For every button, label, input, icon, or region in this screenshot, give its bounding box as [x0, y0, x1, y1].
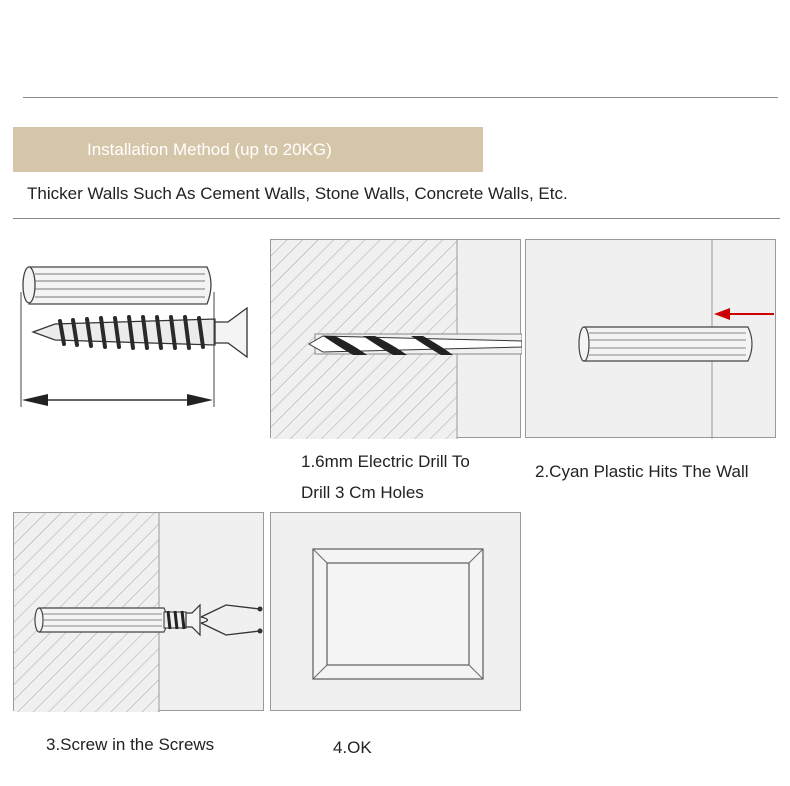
screw-icon: [33, 308, 247, 357]
picture-frame-icon: [313, 549, 483, 679]
wall-anchor-icon: [23, 267, 211, 304]
subtitle-divider: [13, 218, 780, 219]
direction-arrow-icon: [714, 308, 774, 320]
step1-drill-panel: [270, 239, 521, 438]
section-banner: [13, 127, 483, 172]
anchor-screw-illustration: [15, 262, 255, 412]
step3-caption: 3.Screw in the Screws: [46, 735, 215, 754]
screw-icon: [164, 605, 200, 635]
wall-anchor-icon: [579, 327, 752, 361]
step1-caption-line1: 1.6mm Electric Drill To: [301, 452, 470, 471]
step4-result-panel: [270, 512, 521, 711]
step3-screw-panel: [13, 512, 264, 711]
step1-caption-line2: Drill 3 Cm Holes: [301, 483, 424, 502]
screwdriver-icon: [201, 605, 263, 635]
step2-anchor-panel: [525, 239, 776, 438]
wall-type-subtitle: Thicker Walls Such As Cement Walls, Stone Walls, Concrete Walls, Etc.: [27, 184, 568, 203]
top-divider: [23, 97, 778, 98]
wall-anchor-icon: [35, 608, 167, 632]
banner-title: Installation Method (up to 20KG): [87, 140, 332, 159]
length-dimension: [21, 292, 214, 407]
step4-caption: 4.OK: [333, 738, 372, 757]
step2-caption: 2.Cyan Plastic Hits The Wall: [535, 462, 749, 481]
